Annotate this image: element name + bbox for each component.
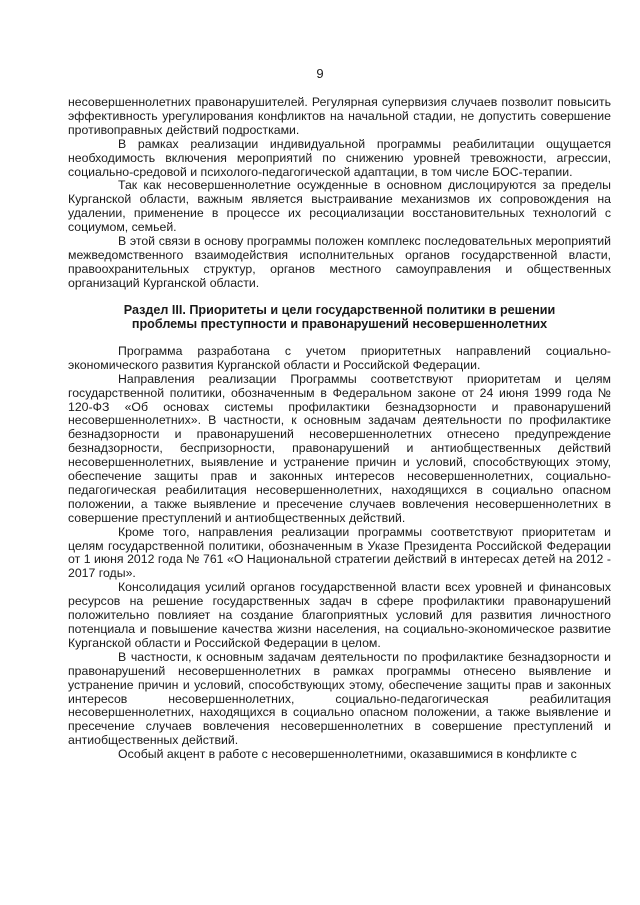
paragraph: В этой связи в основу программы положен комплекс последовательных мероприятий межведомственного взаимодействия исполнительных органов государственной власти, правоохранительных структур, органов местного самоуправления и общественных организаций Курганской области.	[68, 234, 611, 290]
paragraph: Консолидация усилий органов государственной власти всех уровней и финансовых ресурсов на решение государственных задач в сфере профилактики правонарушений положительно повлияет на создание благоприятных условий для развития личностного потенциала и повышение качества жизни населения, на социально-экономическое развитие Курганской области и Российской Федерации в целом.	[68, 580, 611, 650]
paragraph: Кроме того, направления реализации программы соответствуют приоритетам и целям государственной политики, обозначенным в Указе Президента Российской Федерации от 1 июня 2012 года № 761 «О Национальной стратегии действий в интересах детей на 2012 - 2017 годы».	[68, 524, 611, 581]
section-heading-line: проблемы преступности и правонарушений несовершеннолетних	[131, 317, 548, 332]
paragraph: Направления реализации Программы соответствуют приоритетам и целям государственной политики, обозначенным в Федеральном законе от 24 июня 1999 года № 120-ФЗ «Об основах системы профилактики безнадзорности и правонарушений несовершеннолетних». В частности, к основным задачам деятельности по профилактике безнадзорности и правонарушений несовершеннолетних отнесено предупреждение безнадзорности, беспризорности, правонарушений и антиобщественных действий несовершеннолетних, выявление и устранение причин и условий, способствующих этому, обеспечение защиты прав и законных интересов несовершеннолетних, социально-педагогическая реабилитация несовершеннолетних, находящихся в социально опасном положении, а также выявление и пресечение случаев вовлечения несовершеннолетних в совершение преступлений и антиобщественных действий.	[68, 371, 611, 525]
paragraph: В рамках реализации индивидуальной программы реабилитации ощущается необходимость включения мероприятий по снижению уровней тревожности, агрессии, социально-средовой и психолого-педагогической адаптации, в том числе БОС-терапии.	[68, 136, 611, 179]
paragraph: В частности, к основным задачам деятельности по профилактике безнадзорности и правонарушений несовершеннолетних в рамках программы отнесено выявление и устранение причин и условий, способствующих этому, обеспечение защиты прав и законных интересов несовершеннолетних, социально-педагогическая реабилитация несовершеннолетних, находящихся в социально опасном положении, а также выявление и пресечение случаев вовлечения несовершеннолетних в совершение преступлений и антиобщественных действий.	[68, 649, 611, 748]
section-heading-line: Раздел III. Приоритеты и цели государственной политики в решении	[123, 302, 556, 317]
paragraph: Так как несовершеннолетние осужденные в основном дислоцируются за пределы Курганской области, важным является выстраивание механизмов их сопровождения на удалении, применение в процессе их ресоциализации восстановительных технологий с социумом, семьей.	[68, 178, 611, 235]
page-number: 9	[316, 66, 324, 81]
page-body	[68, 96, 611, 762]
paragraph: несовершеннолетних правонарушителей. Регулярная супервизия случаев позволит повысить эффективность урегулирования конфликтов на начальной стадии, не допустить совершение противоправных действий подростками.	[68, 95, 611, 137]
paragraph: Особый акцент в работе с несовершеннолетними, оказавшимися в конфликте с	[118, 747, 577, 762]
section-heading	[68, 303, 611, 332]
paragraph: Программа разработана с учетом приоритетных направлений социально-экономического развития Курганской области и Российской Федерации.	[68, 343, 611, 372]
